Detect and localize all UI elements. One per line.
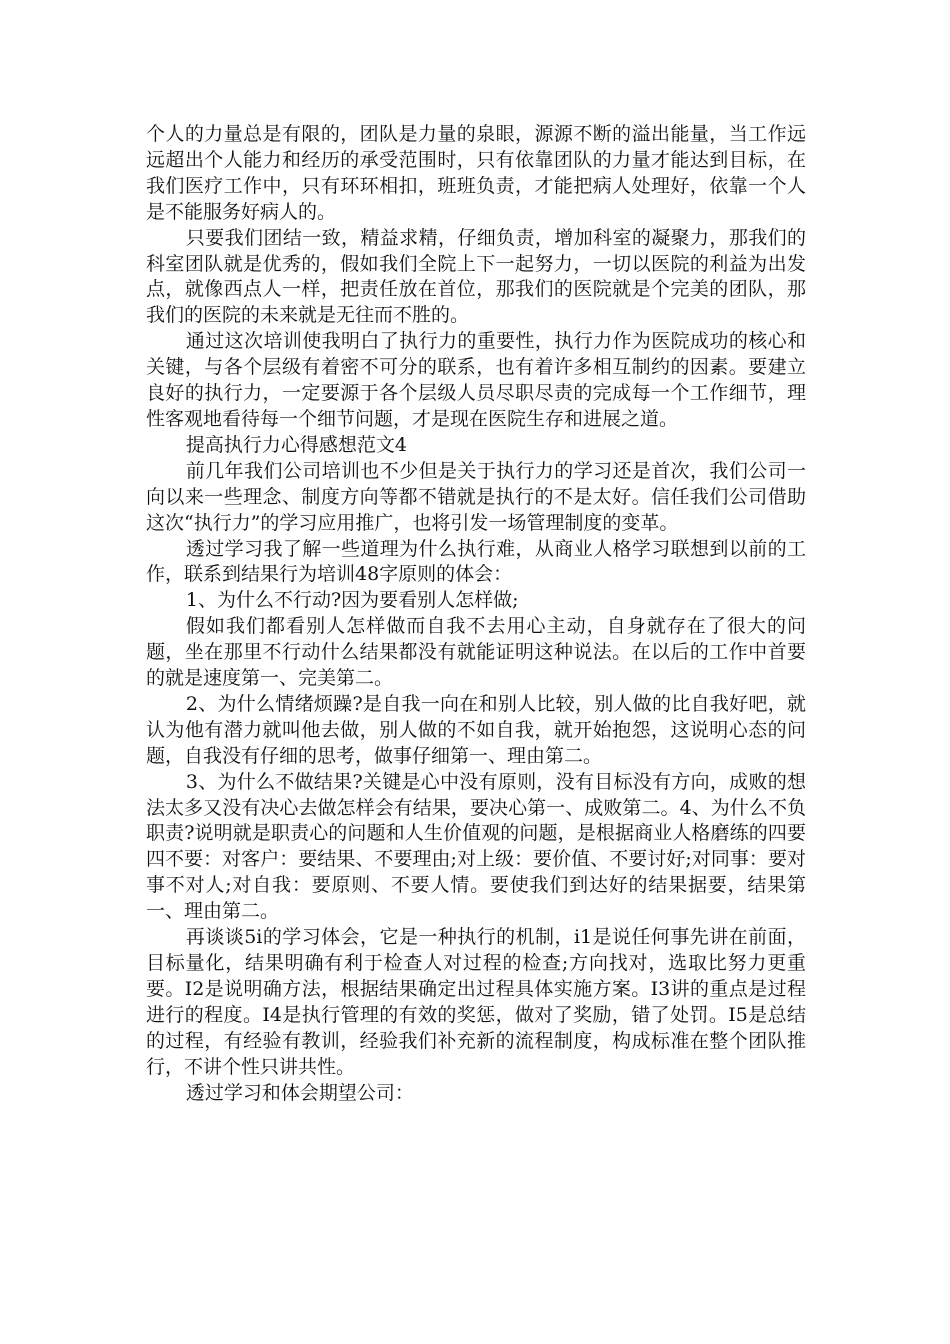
paragraph-team-strength: 个人的力量总是有限的，团队是力量的泉眼，源源不断的溢出能量，当工作远远超出个人能力和经历的承受范围时，只有依靠团队的力量才能达到目标，在我们医疗工作中，只有环环相扣，班班负责，才能把病人处理好，依靠一个人是不能服务好病人的。 bbox=[146, 123, 806, 223]
paragraph-training-execution: 通过这次培训使我明白了执行力的重要性，执行力作为医院成功的核心和关键，与各个层级有着密不可分的联系，也有着许多相互制约的因素。要建立良好的执行力，一定要源于各个层级人员尽职尽责的完成每一个工作细节，理性客观地看待每一个细节问题，才是现在医院生存和进展之道。 bbox=[146, 330, 806, 430]
paragraph-5i: 再谈谈5i的学习体会，它是一种执行的机制，i1是说任何事先讲在前面，目标量化，结果明确有利于检查人对过程的检查;方向找对，选取比努力更重要。I2是说明确方法，根据结果确定出过程具体实施方案。I3讲的重点是过程进行的程度。I4是执行管理的有效的奖惩，做对了奖励，错了处罚。I5是总结的过程，有经验有教训，经验我们补充新的流程制度，构成标准在整个团队推行，不讲个性只讲共性。 bbox=[146, 926, 806, 1078]
document-body bbox=[146, 122, 806, 1106]
paragraph-expectations: 透过学习和体会期望公司： bbox=[185, 1081, 414, 1104]
list-item-1: 1、为什么不行动?因为要看别人怎样做; bbox=[185, 589, 519, 612]
paragraph-item-1-detail: 假如我们都看别人怎样做而自我不去用心主动，自身就存在了很大的问题，坐在那里不行动什么结果都没有就能证明这种说法。在以后的工作中首要的就是速度第一、完美第二。 bbox=[146, 615, 806, 690]
paragraph-company-training: 前几年我们公司培训也不少但是关于执行力的学习还是首次，我们公司一向以来一些理念、制度方向等都不错就是执行的不是太好。信任我们公司借助这次“执行力”的学习应用推广，也将引发一场管理制度的变革。 bbox=[146, 459, 806, 534]
paragraph-learning-reasons: 透过学习我了解一些道理为什么执行难，从商业人格学习联想到以前的工作，联系到结果行为培训48字原则的体会： bbox=[146, 537, 806, 586]
list-item-3-4: 3、为什么不做结果?关键是心中没有原则，没有目标没有方向，成败的想法太多又没有决心去做怎样会有结果，要决心第一、成败第二。4、为什么不负职责?说明就是职责心的问题和人生价值观的问题，是根据商业人格磨练的四要四不要：对客户：要结果、不要理由;对上级：要价值、不要讨好;对同事：要对事不对人;对自我：要原则、不要人情。要使我们到达好的结果据要，结果第一、理由第二。 bbox=[146, 770, 806, 923]
list-item-2: 2、为什么情绪烦躁?是自我一向在和别人比较，别人做的比自我好吧，就认为他有潜力就叫他去做，别人做的不如自我，就开始抱怨，这说明心态的问题，自我没有仔细的思考，做事仔细第一、理由第二。 bbox=[146, 692, 806, 767]
paragraph-unity: 只要我们团结一致，精益求精，仔细负责，增加科室的凝聚力，那我们的科室团队就是优秀的，假如我们全院上下一起努力，一切以医院的利益为出发点，就像西点人一样，把责任放在首位，那我们的医院就是个完美的团队，那我们的医院的未来就是无往而不胜的。 bbox=[146, 226, 806, 327]
section-heading: 提高执行力心得感想范文4 bbox=[185, 433, 407, 456]
